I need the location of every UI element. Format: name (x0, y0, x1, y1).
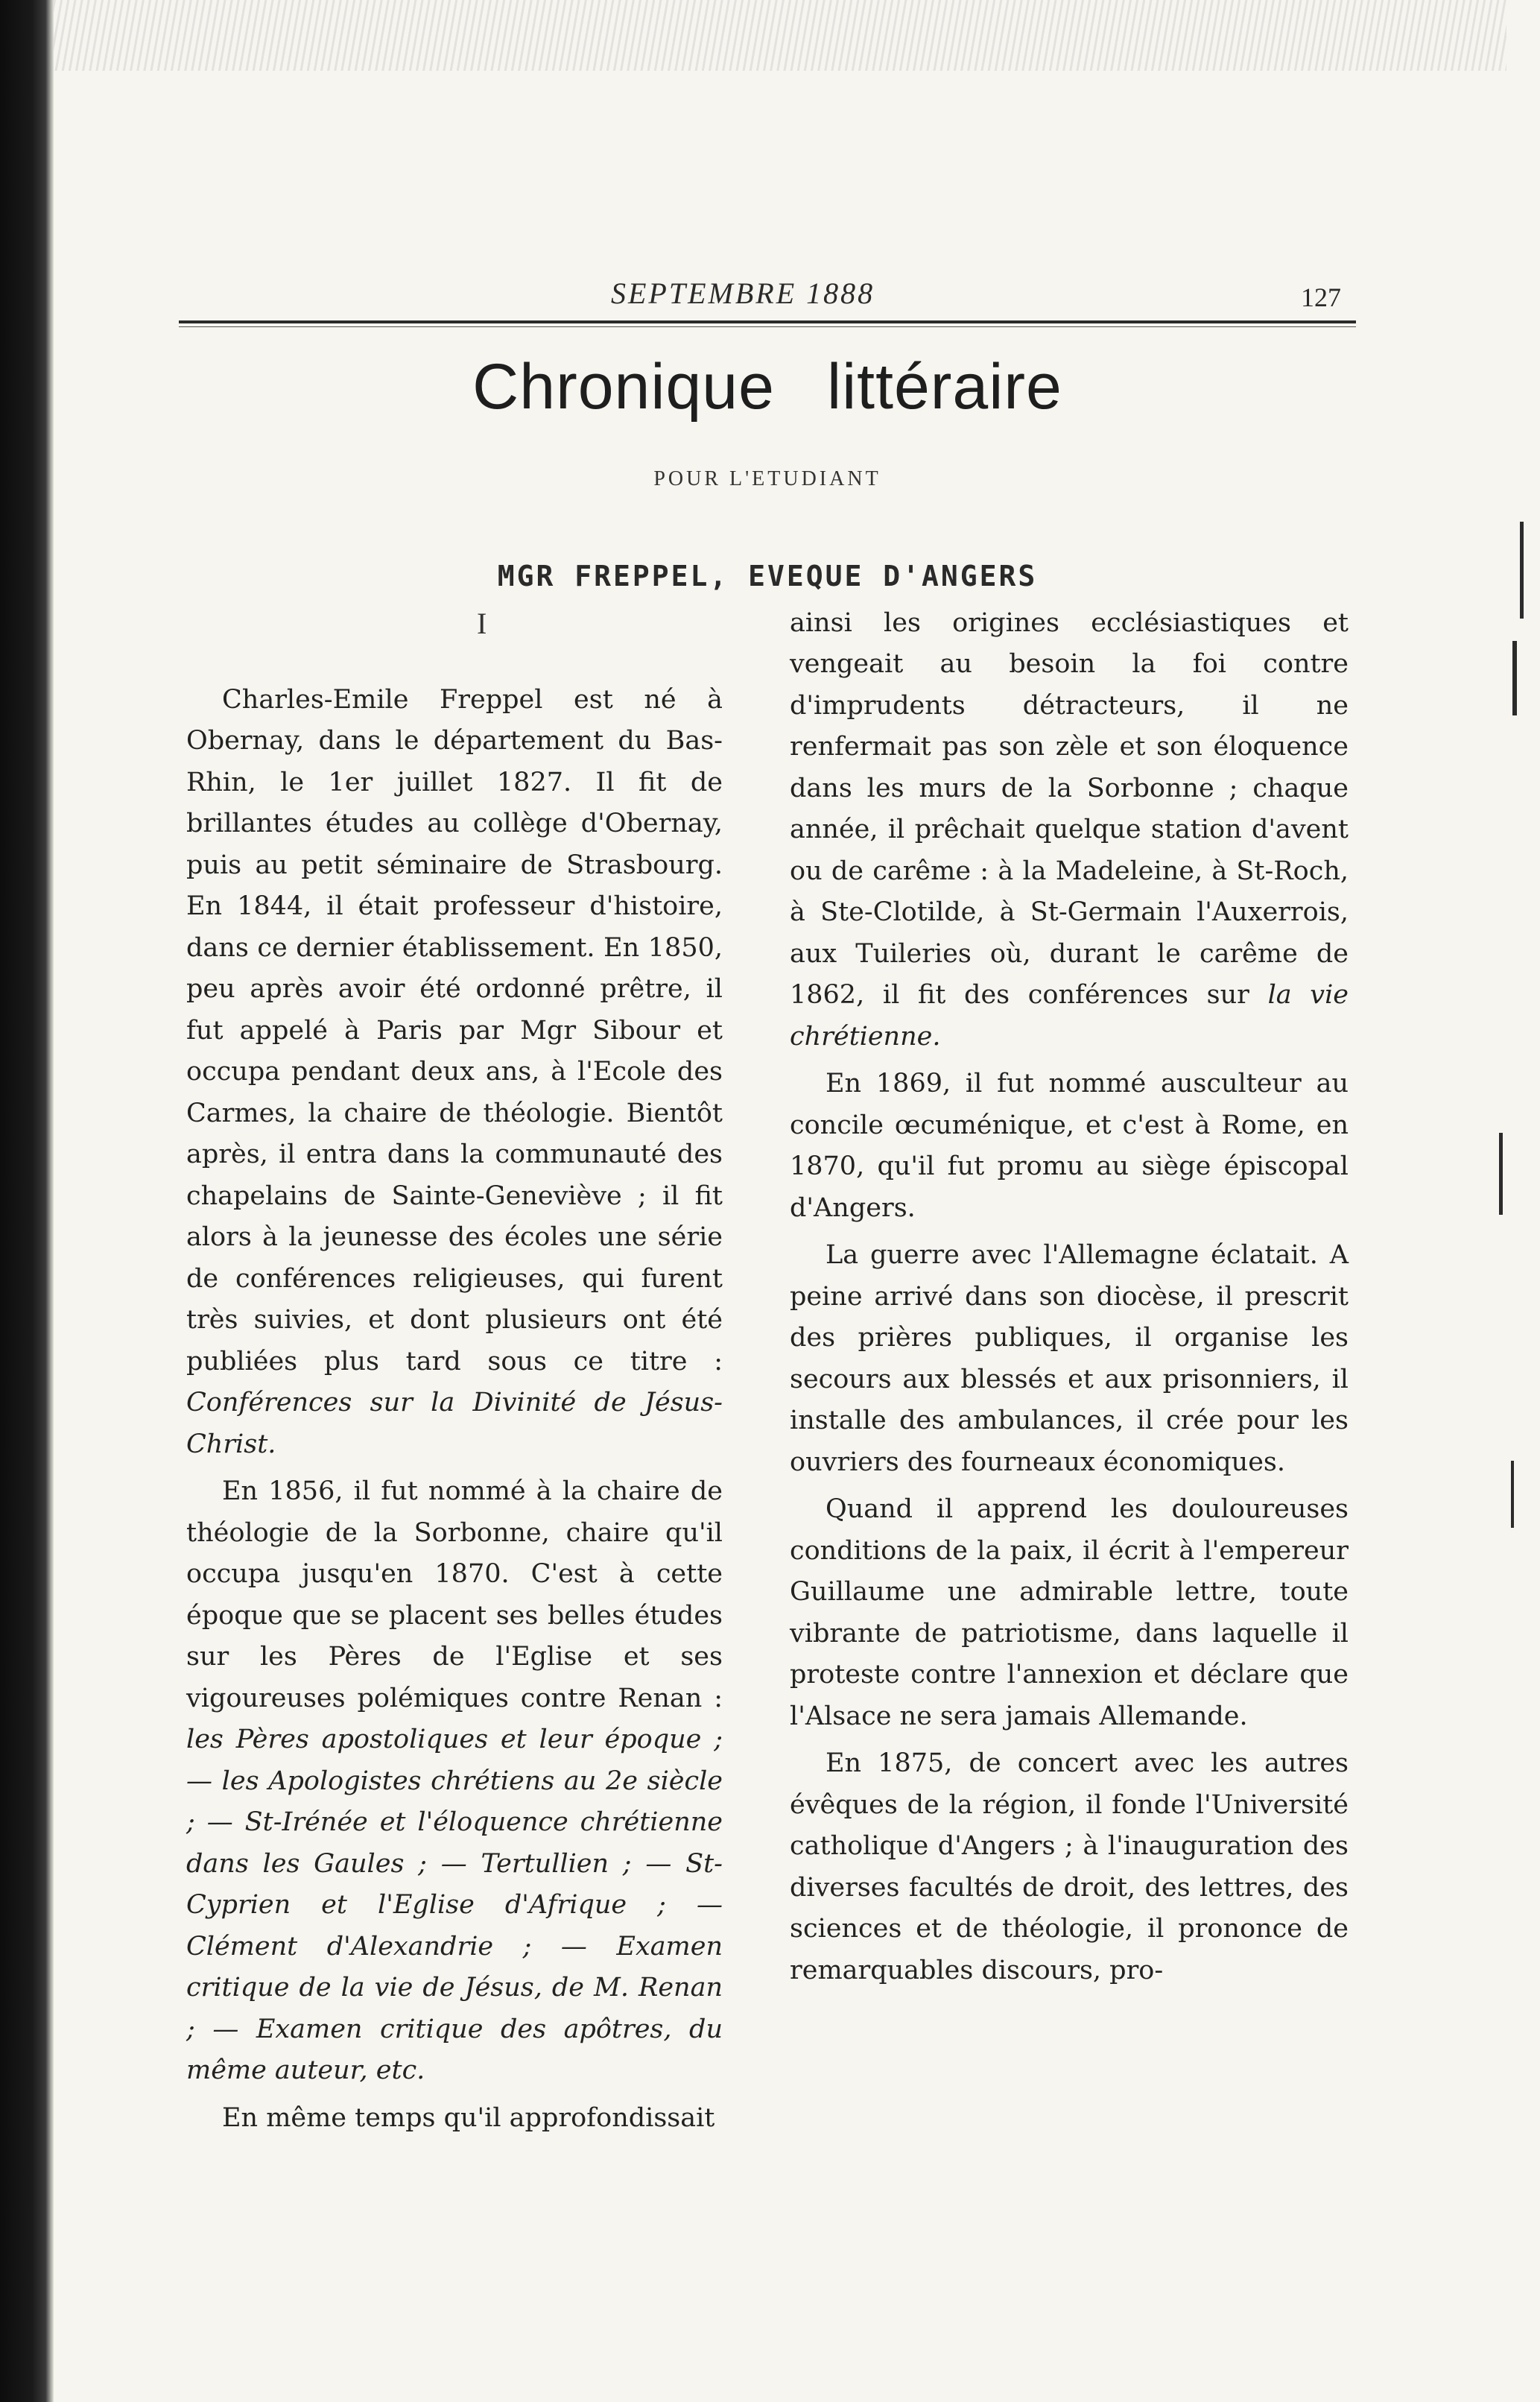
paragraph (186, 1471, 723, 2092)
paragraph (790, 1743, 1349, 1991)
scan-binding-edge (0, 0, 54, 2402)
paragraph-text: ainsi les origines ecclésiastiques et vengeait au besoin la foi contre d'imprudents détracteurs, il ne renfermait pas son zèle et son éloquence dans les murs de la Sorbonne ; chaque année, il prêchait quelque station d'avent ou de carême : à la Madeleine, à St-Roch, à Ste-Clotilde, à St-Germain l'Auxerrois, aux Tuileries où, durant le carême de 1862, il fit des conférences sur (790, 607, 1349, 1011)
right-column-body (790, 603, 1349, 1992)
page-number: 127 (1301, 282, 1341, 312)
running-head: SEPTEMBRE 1888 (611, 276, 875, 310)
header-rule (179, 320, 1356, 323)
title-word-2: littéraire (826, 351, 1062, 423)
italic-text: Conférences sur la Divinité de Jésus-Christ. (186, 1388, 723, 1459)
margin-mark (1520, 522, 1524, 619)
article-heading: MGR FREPPEL, EVEQUE D'ANGERS (497, 559, 1038, 592)
paragraph (790, 1235, 1349, 1483)
margin-mark (1512, 641, 1517, 715)
document-page (179, 276, 1356, 2133)
paragraph-text: En 1856, il fut nommé à la chaire de théologie de la Sorbonne, chaire qu'il occupa jusqu'en 1870. C'est à cette époque que se placent ses belles études sur les Pères de l'Eglise et ses vigoureuses polémiques contre Renan : (186, 1476, 723, 1713)
page-title (179, 350, 1356, 424)
left-column-body (186, 680, 723, 2140)
paragraph (790, 1063, 1349, 1229)
title-word-1: Chronique (472, 351, 775, 423)
right-column (790, 603, 1349, 1998)
text-columns (179, 603, 1356, 2133)
margin-mark (1499, 1133, 1503, 1215)
paragraph-text: Charles-Emile Freppel est né à Obernay, dans le département du Bas-Rhin, le 1er juillet 1827. Il fit de brillantes études au collège d'Obernay, puis au petit séminaire de Strasbourg. En 1844, il était professeur d'histoire, dans ce dernier établissement. En 1850, peu après avoir été ordonné prêtre, il fut appelé à Paris par Mgr Sibour et occupa pendant deux ans, à l'Ecole des Carmes, la chaire de théologie. Bientôt après, il entra dans la communauté des chapelains de Sainte-Geneviève ; il fit alors à la jeunesse des écoles une série de conférences religieuses, qui furent très suivies, et dont plusieurs ont été publiées plus tard sous ce titre : (186, 684, 723, 1377)
header-rule-thin (179, 326, 1356, 327)
scan-top-smudge (54, 0, 1506, 71)
paragraph (186, 2098, 723, 2140)
italic-text: la vie chrétienne. (790, 980, 1349, 1052)
italic-text: les Pères apostoliques et leur époque ; — les Apologistes chrétiens au 2e siècle ; — St-Irénée et l'éloquence chrétienne dans les Gaules ; — Tertullien ; — St- Cyprien et l'Eglise d'Afrique ; — Clément d'Alexandrie ; — Examen critique de la vie de Jésus, de M. Renan ; — Examen critique des apôtres, du même auteur, etc. (186, 1725, 723, 2086)
paragraph (790, 603, 1349, 1058)
paragraph-text: Quand il apprend les douloureuses conditions de la paix, il écrit à l'empereur Guillaume une admirable lettre, toute vibrante de patriotisme, dans laquelle il proteste contre l'annexion et déclare que l'Alsace ne sera jamais Allemande. (790, 1494, 1349, 1731)
paragraph (186, 680, 723, 1466)
running-header (179, 276, 1356, 328)
paragraph-text: En même temps qu'il approfondissait (222, 2102, 715, 2133)
margin-mark (1511, 1461, 1514, 1528)
paragraph (790, 1489, 1349, 1737)
paragraph-text: En 1875, de concert avec les autres évêques de la région, il fonde l'Université catholique d'Angers ; à l'inauguration des diverses facultés de droit, des lettres, des sciences et de théologie, il prononce de remarquables discours, pro- (790, 1748, 1349, 1985)
section-number: I (477, 606, 487, 640)
paragraph-text: En 1869, il fut nommé ausculteur au concile œcuménique, et c'est à Rome, en 1870, qu'il fut promu au siège épiscopal d'Angers. (790, 1069, 1349, 1223)
left-column (186, 603, 723, 2146)
subtitle: POUR L'ETUDIANT (653, 467, 881, 490)
paragraph-text: La guerre avec l'Allemagne éclatait. A peine arrivé dans son diocèse, il prescrit des prières publiques, il organise les secours aux blessés et aux prisonniers, il installe des ambulances, il crée pour les ouvriers des fourneaux économiques. (790, 1240, 1349, 1477)
